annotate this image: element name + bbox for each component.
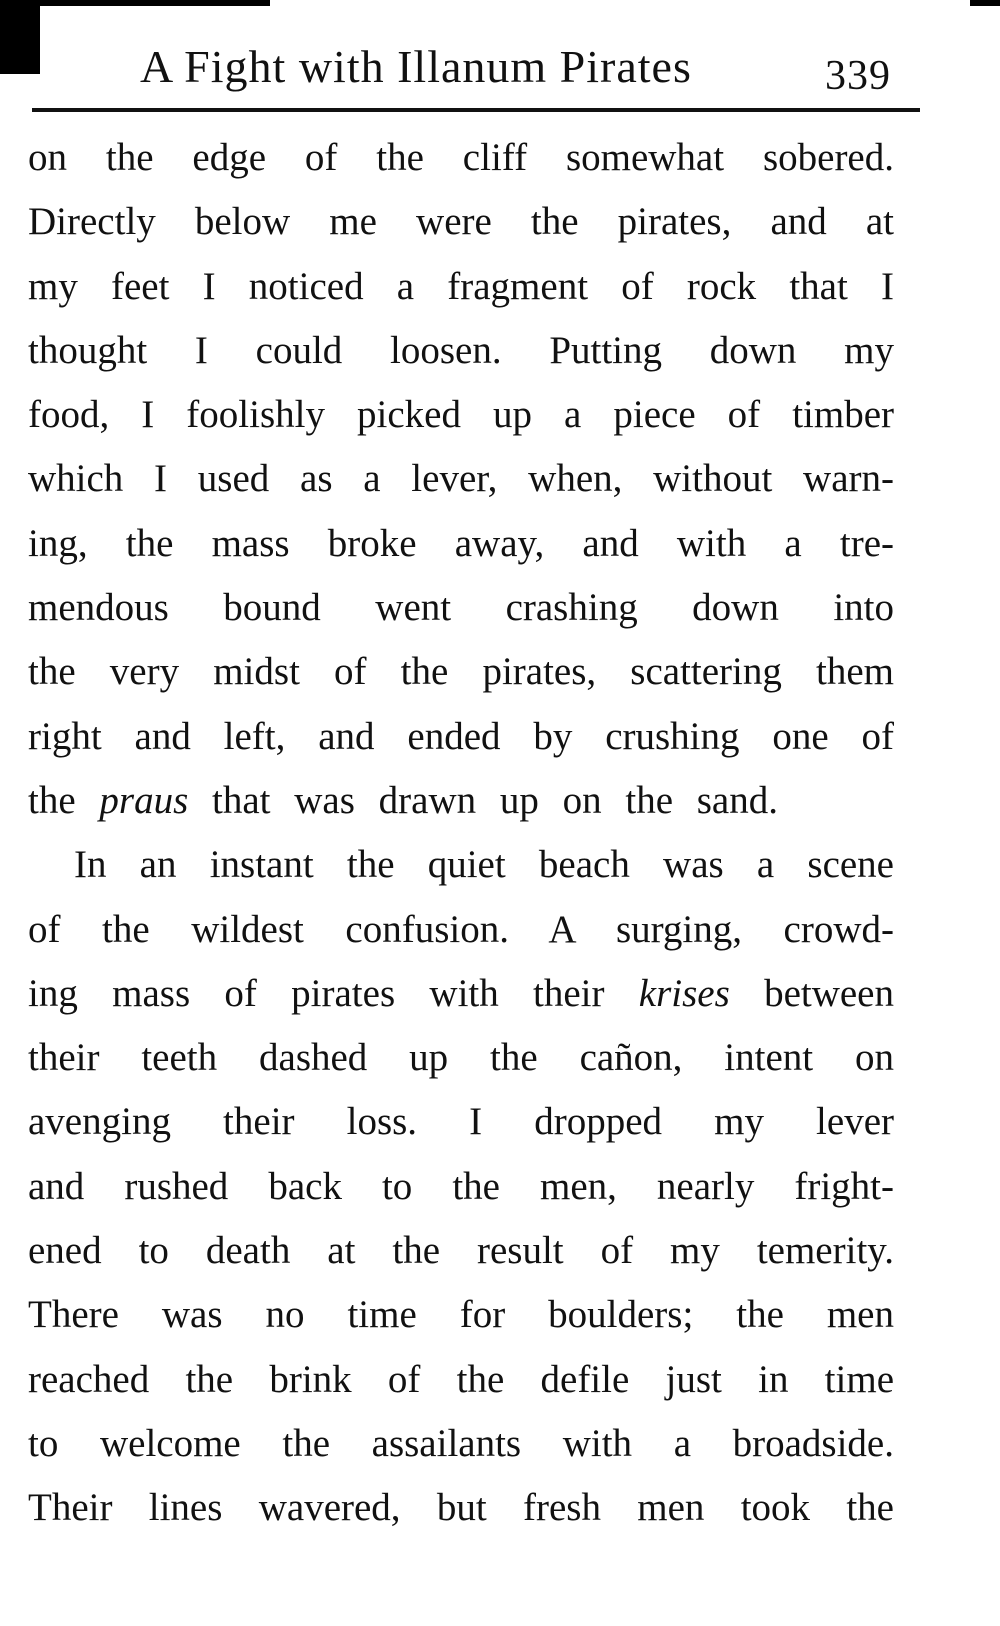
text-segment: between <box>729 971 894 1015</box>
text-line: There was no time for boulders; the men <box>28 1293 894 1337</box>
text-line: ened to death at the result of my temerity. <box>28 1229 894 1273</box>
text-line: of the wildest confusion. A surging, crowd- <box>28 907 894 951</box>
text-line: the very midst of the pirates, scattering them <box>28 650 894 694</box>
text-line: Directly below me were the pirates, and at <box>28 200 894 244</box>
text-line: avenging their loss. I dropped my lever <box>28 1100 894 1144</box>
italic-word: praus <box>99 778 189 822</box>
text-line <box>28 769 894 833</box>
text-segment: that was drawn up on the sand. <box>188 778 778 822</box>
running-head <box>0 32 920 102</box>
text-line: their teeth dashed up the cañon, intent on <box>28 1036 894 1080</box>
text-line: thought I could loosen. Putting down my <box>28 328 894 372</box>
italic-word: krises <box>638 971 730 1015</box>
text-line: food, I foolishly picked up a piece of timber <box>28 393 894 437</box>
text-line: In an instant the quiet beach was a scene <box>74 843 894 887</box>
text-line: my feet I noticed a fragment of rock that I <box>28 264 894 308</box>
text-line: right and left, and ended by crushing one of <box>28 714 894 758</box>
text-segment: ing mass of pirates with their <box>28 971 639 1015</box>
text-line: ing, the mass broke away, and with a tre- <box>28 521 894 565</box>
text-line: reached the brink of the defile just in time <box>28 1357 894 1401</box>
page-number: 339 <box>825 53 891 99</box>
text-line: and rushed back to the men, nearly fright- <box>28 1164 894 1208</box>
header-rule <box>32 108 920 112</box>
text-line: to welcome the assailants with a broadside. <box>28 1421 894 1465</box>
text-line <box>28 962 894 1026</box>
text-line: on the edge of the cliff somewhat sobered. <box>28 136 894 179</box>
text-line: mendous bound went crashing down into <box>28 586 894 630</box>
scan-edge-right <box>970 0 1000 6</box>
text-line: which I used as a lever, when, without warn- <box>28 457 894 501</box>
body-text <box>28 126 894 1541</box>
text-line: Their lines wavered, but fresh men took the <box>28 1486 894 1530</box>
text-segment: the <box>28 778 100 822</box>
running-title: A Fight with Illanum Pirates <box>140 41 692 92</box>
scan-edge-top <box>0 0 270 6</box>
